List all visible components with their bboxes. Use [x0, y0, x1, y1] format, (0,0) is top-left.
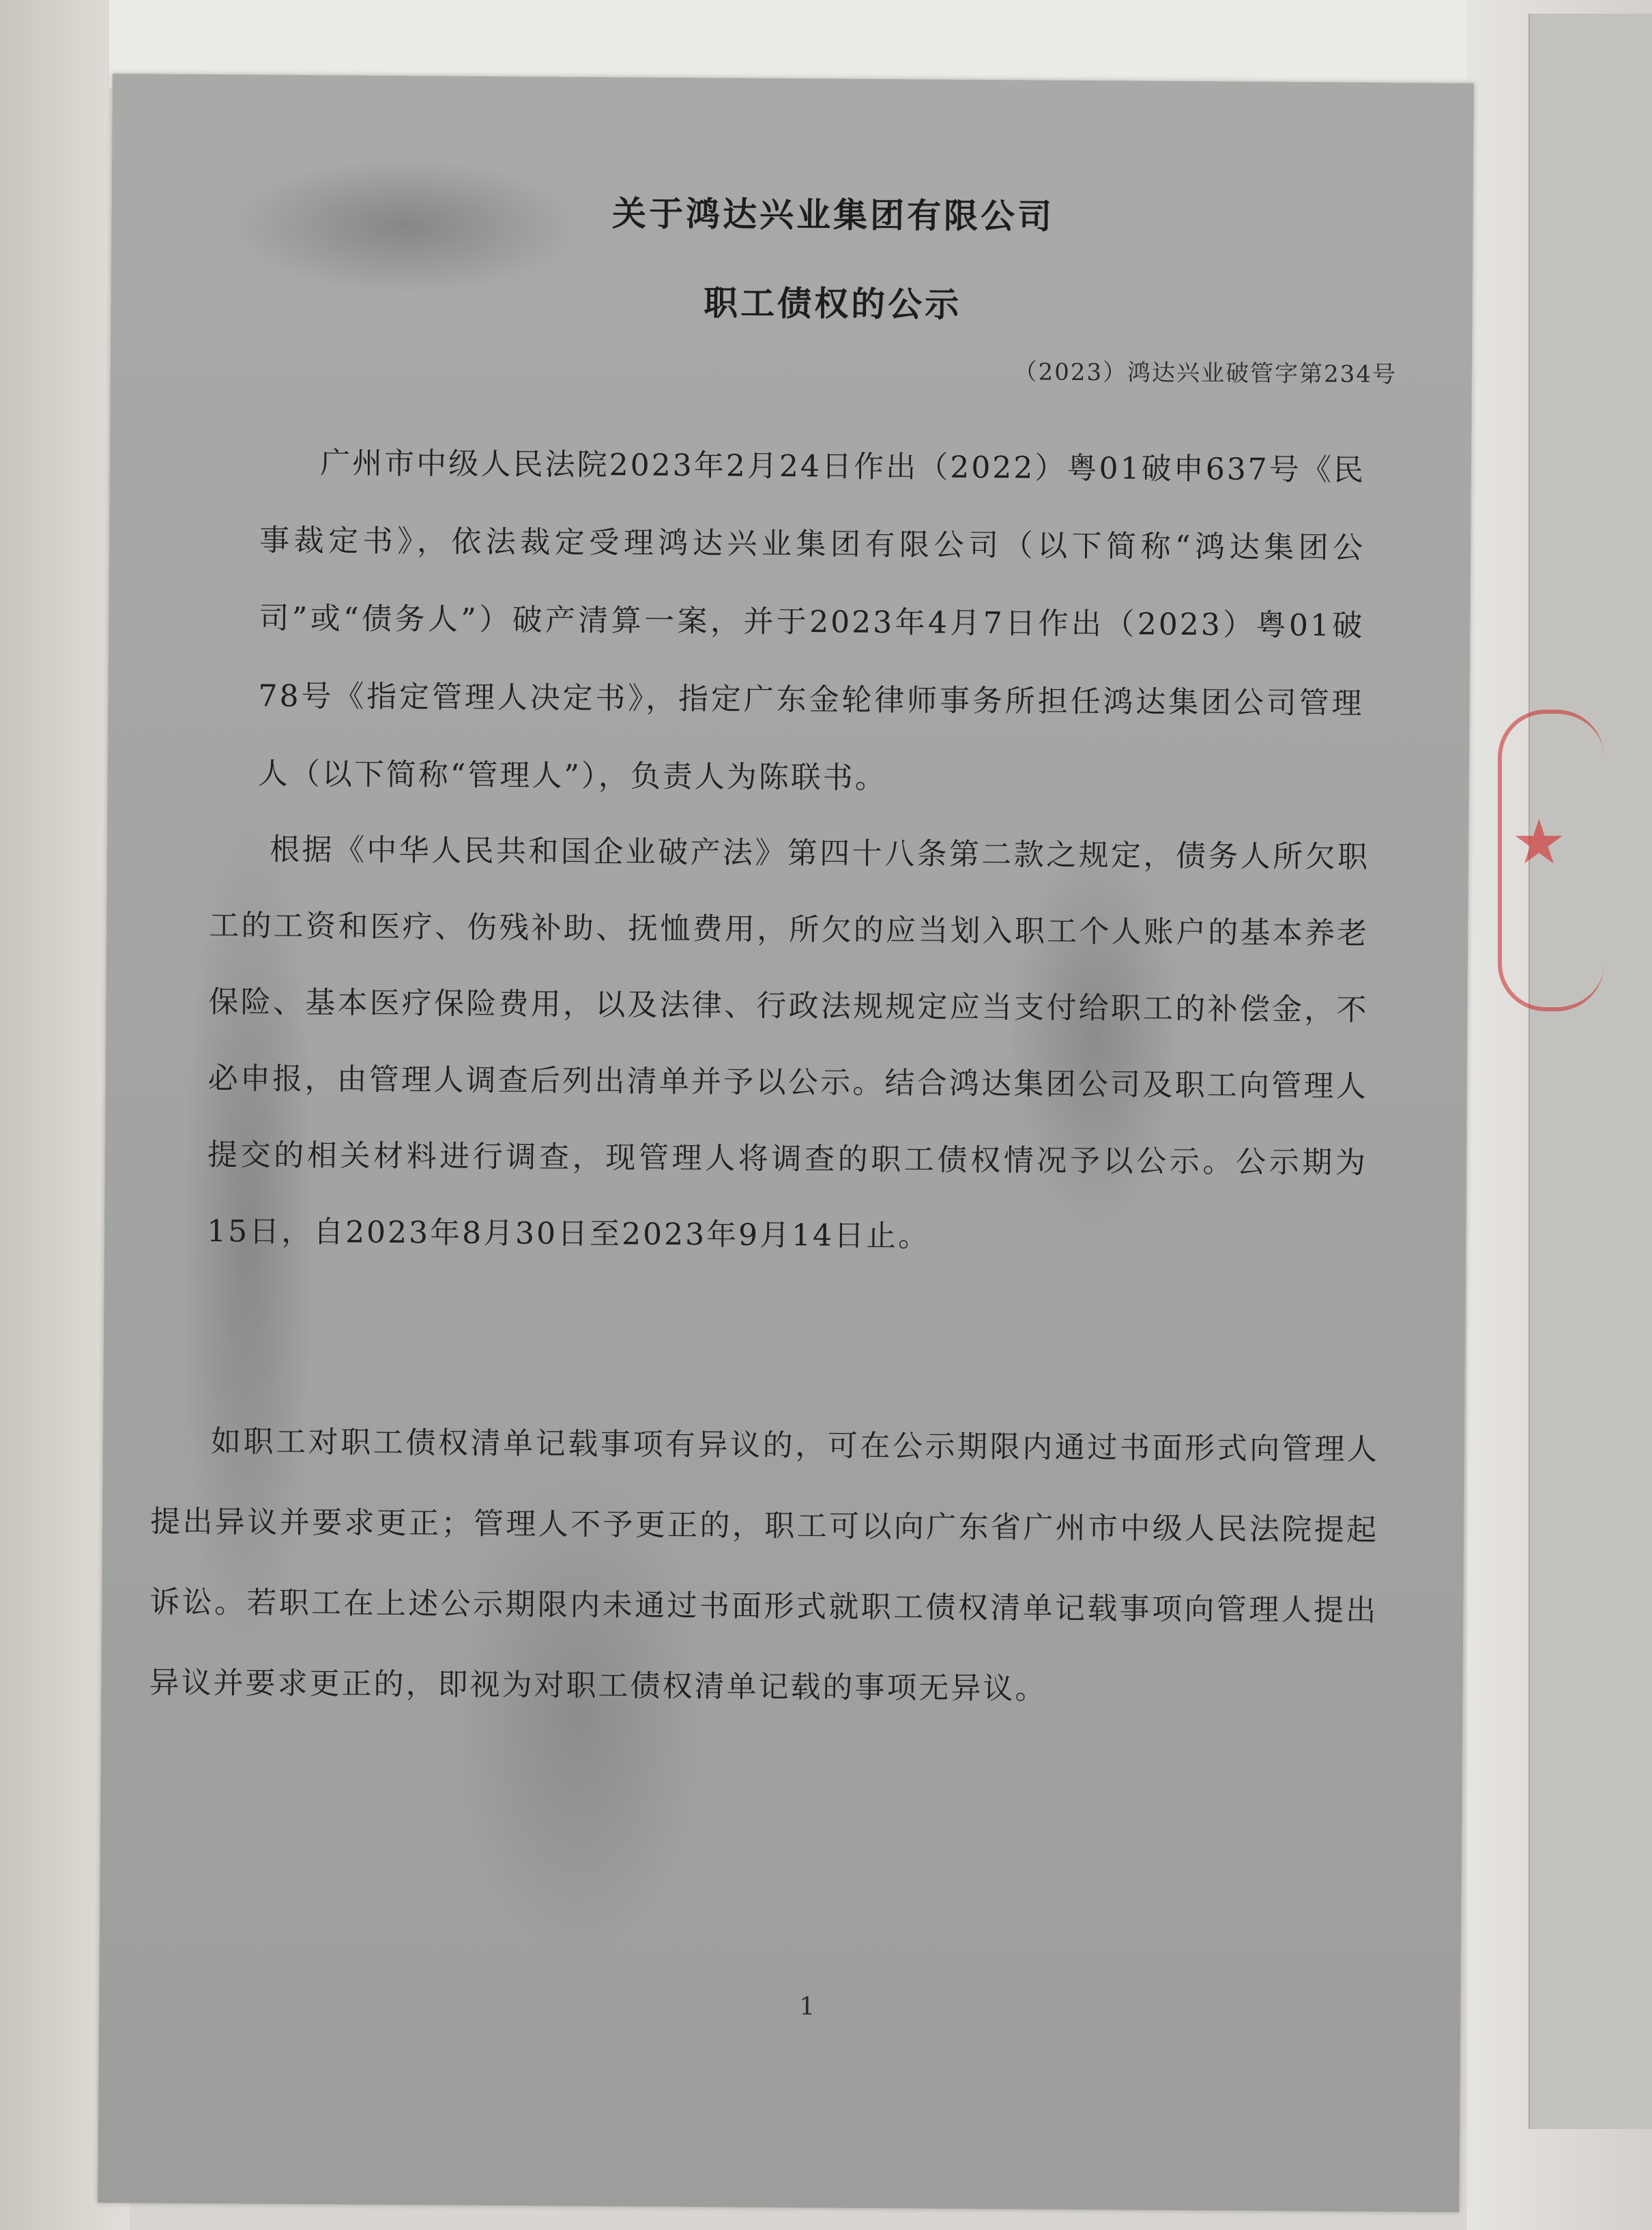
page-number: 1: [799, 1993, 815, 2021]
document-number: （2023）鸿达兴业破管字第234号: [1013, 358, 1397, 389]
paragraph-objection-procedure: 如职工对职工债权清单记载事项有异议的，可在公示期限内通过书面形式向管理人提出异议并要求更正；管理人不予更正的，职工可以向广东省广州市中级人民法院提起诉讼。若职工在上述公示期限内未通过书面形式就职工债权清单记载事项向管理人提出异议并要求更正的，即视为对职工债权清单记载的事项无异议。: [149, 1424, 1380, 1707]
document-title-line1: 关于鸿达兴业集团有限公司: [611, 193, 1055, 237]
document-page: [98, 74, 1474, 2212]
document-title-line2: 职工债权的公示: [703, 283, 962, 325]
paragraph-court-ruling: 广州市中级人民法院2023年2月24日作出（2022）粤01破申637号《民事裁定书》，依法裁定受理鸿达兴业集团有限公司（以下简称“鸿达集团公司”或“债务人”）破产清算一案，并于2023年4月7日作出（2023）粤01破78号《指定管理人决定书》，指定广东金轮律师事务所担任鸿达集团公司管理人（以下简称“管理人”），负责人为陈联书。: [257, 446, 1366, 796]
adjacent-page: [1528, 14, 1652, 2129]
star-icon: ★: [1511, 807, 1567, 878]
paragraph-legal-basis: 根据《中华人民共和国企业破产法》第四十八条第二款之规定，债务人所欠职工的工资和医疗、伤残补助、抚恤费用，所欠的应当划入职工个人账户的基本养老保险、基本医疗保险费用，以及法律、行政法规规定应当支付给职工的补偿金，不必申报，由管理人调查后列出清单并予以公示。结合鸿达集团公司及职工向管理人提交的相关材料进行调查，现管理人将调查的职工债权情况予以公示。公示期为15日，自2023年8月30日至2023年9月14日止。: [207, 832, 1370, 1254]
